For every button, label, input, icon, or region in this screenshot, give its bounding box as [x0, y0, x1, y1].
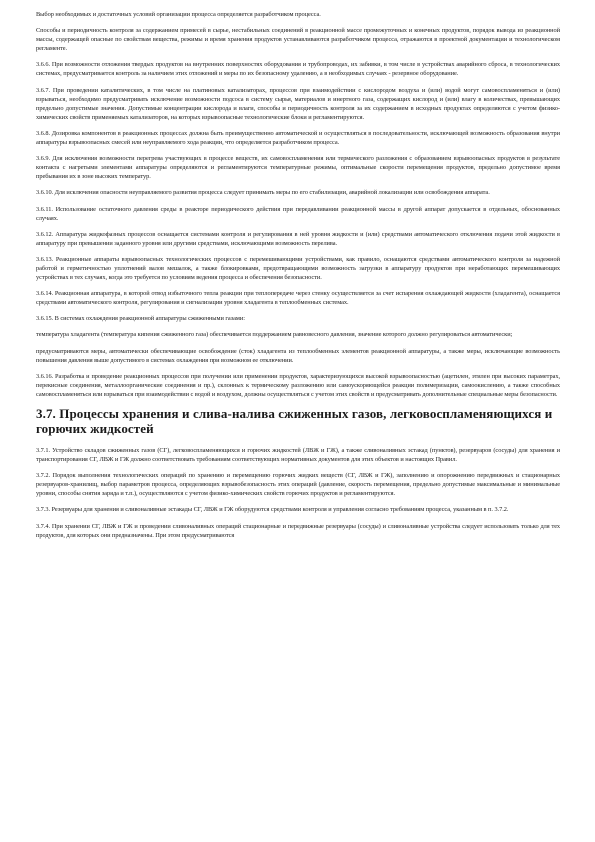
- paragraph: Выбор необходимых и достаточных условий организации процесса определяется разработчиком процесса.: [36, 11, 321, 18]
- paragraph: 3.7.3. Резервуары для хранения и сливоналивные эстакады СГ, ЛВЖ и ГЖ оборудуются средствами контроля и управления согласно требованиям процесса, указанным в п. 3.7.2.: [36, 506, 509, 514]
- section-heading: 3.7. Процессы хранения и слива-налива сжиженных газов, легковоспламеняющихся и горючих жидкостей: [36, 406, 553, 436]
- paragraph: Способы и периодичность контроля за содержанием примесей в сырье, нестабильных соединений в реакционной массе промежуточных и конечных продуктов, порядок вывода из реакционной массы, содержащей опасные по свойствам вещества, режимы и время хранения продуктов устанавливаются разработчиком процесса, отражаются в проектной документации и технологическом регламенте.: [36, 27, 560, 53]
- paragraph: 3.6.14. Реакционная аппаратура, в которой отвод избыточного тепла реакции при теплопередаче через стенку осуществляется за счет испарения охлаждающей жидкости (хладагента), оснащается средствами автоматического контроля, регулирования и сигнализации уровня хладагента в теплообменных системах.: [36, 290, 560, 307]
- paragraph: 3.6.16. Разработка и проведение реакционных процессов при получении или применении продуктов, характеризующихся высокой взрывоопасностью (ацетилен, этилен при высоких параметрах, перекисные соединения, металлоорганические соединения и пр.), склонных к термическому разложению или самоускоряющейся реакции полимеризации, самоокислению, а также способных самовоспламеняться или взрываться при взаимодействии с водой и воздухом, должны осуществляться с учетом этих свойств и предусматривать дополнительные специальные меры безопасности.: [36, 372, 560, 398]
- paragraph: предусматриваются меры, автоматически обеспечивающие освобождение (сток) хладагента из теплообменных элементов реакционной аппаратуры, а также меры, исключающие возможность повышения давления выше допустимого в системах охлаждения при возможном ее отключении.: [36, 347, 560, 364]
- paragraph: 3.6.9. Для исключения возможности перегрева участвующих в процессе веществ, их самовоспламенения или термического разложения с образованием взрывоопасных продуктов в результате контакта с нагретыми элементами аппаратуры определяются и регламентируются температурные режимы, оптимальные скорости перемещения продуктов, предельно допустимое время пребывания их в зоне высоких температур.: [36, 155, 560, 181]
- paragraph: 3.6.8. Дозировка компонентов в реакционных процессах должна быть преимущественно автоматической и осуществляться в последовательности, исключающей возможность образования внутри аппаратуры взрывоопасных смесей или неуправляемого хода реакции, что определяется разработчиком процесса.: [36, 129, 560, 147]
- paragraph: 3.7.4. При хранении СГ, ЛВЖ и ГЖ и проведении сливоналивных операций стационарные и передвижные резервуары (сосуды) и сливоналивные устройства следует использовать только для тех продуктов, для которых они предназначены. При этом предусматриваются: [36, 522, 560, 539]
- paragraph: 3.6.12. Аппаратура жидкофазных процессов оснащается системами контроля и регулирования в ней уровня жидкости и (или) средствами автоматического отключения подачи этой жидкости в аппаратуру при превышении заданного уровня или другими средствами, исключающими возможность перелива.: [36, 230, 560, 247]
- paragraph: 3.7.1. Устройство складов сжиженных газов (СГ), легковоспламеняющихся и горючих жидкостей (ЛВЖ и ГЖ), а также сливоналивных эстакад (пунктов), резервуаров (сосуды) для хранения и транспортирования СГ, ЛВЖ и ГЖ должно соответствовать требованиям соответствующих нормативных документов для этих объектов и настоящих Правил.: [36, 447, 560, 464]
- paragraph: 3.7.2. Порядок выполнения технологических операций по хранению и перемещению горючих жидких веществ (СГ, ЛВЖ и ГЖ), заполнению и опорожнению передвижных и стационарных резервуаров-хранилищ, выбор параметров процесса, определяющих взрывобезопасность этих операций (давление, скорость перемещения, предельно допустимые максимальные и минимальные уровни, способы снятия заряда и т.п.), осуществляются с учетом физико-химических свойств горючих продуктов и регламентируются.: [36, 472, 560, 498]
- paragraph: 3.6.7. При проведении каталитических, в том числе на платиновых катализаторах, процессов при взаимодействии с кислородом воздуха и (или) водой могут самовоспламеняться и (или) взрываться, необходимо предусматривать исключение возможности подсоса в систему сырья, материалов и инертного газа, содержащих кислород и (или) влагу в количествах, превышающих предельно допустимые значения. Допустимые концентрации кислорода и влаги, способы и периодичность контроля за их содержанием в исходных продуктах определяются с учетом физико-химических свойств применяемых катализаторов, на которых взрывоопасные технологические блоки и регламентируются.: [36, 86, 560, 121]
- paragraph: 3.6.13. Реакционные аппараты взрывоопасных технологических процессов с перемешивающими устройствами, как правило, оснащаются средствами автоматического контроля за надежной работой и герметичностью уплотнений валов мешалок, а также блокировками, предотвращающими возможность загрузки в аппаратуру продуктов при неработающих перемешивающих устройствах в тех случаях, когда это требуется по условиям ведения процесса и обеспечения безопасности.: [36, 255, 560, 282]
- paragraph: 3.6.15. В системах охлаждения реакционной аппаратуры сжиженными газами:: [36, 315, 245, 323]
- paragraph: температура хладагента (температура кипения сжиженного газа) обеспечивается поддержанием равновесного давления, значение которого должно регулироваться автоматически;: [36, 331, 513, 339]
- paragraph: 3.6.11. Использование остаточного давления среды в реакторе периодического действия при передавливании реакционной массы в другой аппарат допускается в отдельных, обоснованных случаях.: [36, 205, 560, 222]
- document-page: [36, 10, 560, 547]
- paragraph: 3.6.6. При возможности отложения твердых продуктов на внутренних поверхностях оборудования и трубопроводах, их забивки, в том числе в устройствах аварийного сброса, в технологических системах, предусматривается контроль за наличием этих отложений и меры по их безопасному удалению, а в необходимых случаях - резервное оборудование.: [36, 61, 560, 78]
- paragraph: 3.6.10. Для исключения опасности неуправляемого развития процесса следует принимать меры по его стабилизации, аварийной локализации или освобождения аппарата.: [36, 189, 490, 197]
